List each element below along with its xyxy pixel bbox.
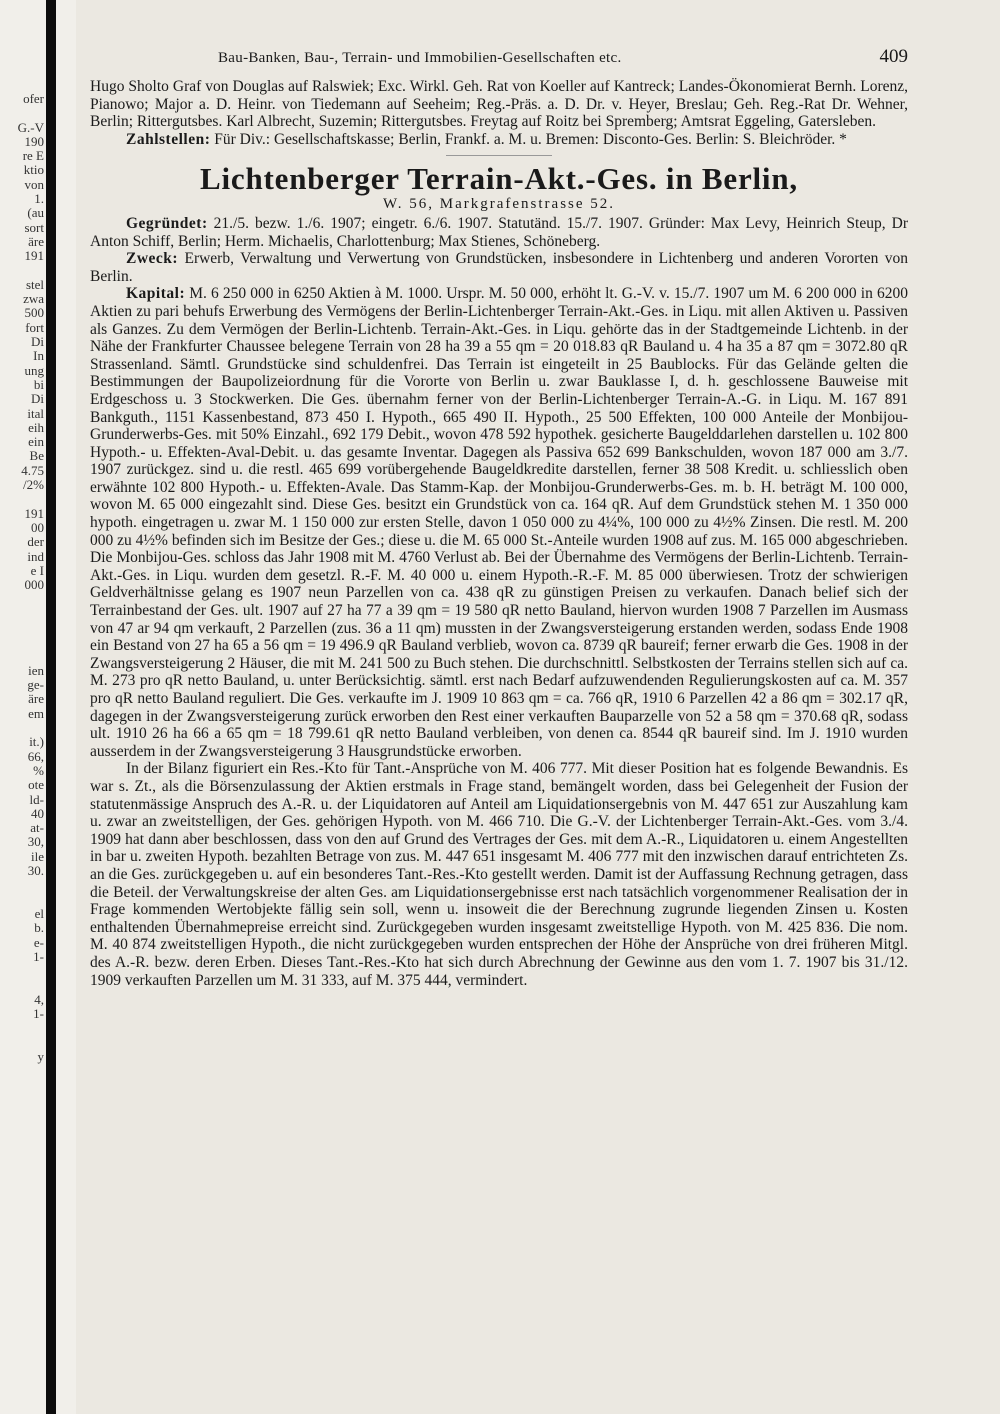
margin-fragment: von (24, 177, 44, 192)
margin-fragment (0, 264, 44, 278)
margin-fragment: ien (28, 663, 44, 678)
gegruendet-label: Gegründet: (126, 214, 208, 232)
margin-fragment: ung (24, 363, 44, 378)
margin-fragment: 1. (34, 192, 44, 207)
prev-entry-board-paragraph: Hugo Sholto Graf von Douglas auf Ralswiek; Exc. Wirkl. Geh. Rat von Koeller auf Kantreck; Landes-Ökonomierat Bernh. Lorenz, Pianowo; Major a. D. Heinr. von Tiedemann auf Seeheim; Reg.-Präs. a. D. Dr. v. Heyer, Breslau; Geh. Reg.-Rat Dr. Wehner, Berlin; Rittergutsbes. Karl Albrecht, Suzemin; Rittergutsbes. Freytag auf Roitz bei Spremberg; Amtsrat Eggeling, Gatersleben. (90, 78, 908, 131)
body-text (90, 78, 908, 989)
bilanz-paragraph: In der Bilanz figuriert ein Res.-Kto für Tant.-Ansprüche von M. 406 777. Mit dieser Position hat es folgende Bewandnis. Es war s. Zt., als die Börsenzulassung der Aktien erstmals in Frage stand, bemängelt worden, dass bei Gelegenheit der Fusion der statutenmässige Anspruch des A.-R. u. der Liquidatoren auf Anteil am Liquidationsergebnis von M. 447 651 zur Auszahlung kam u. zwar an zweitstelligen, der Ges. gehörigen Hypoth. von M. 466 710. Die G.-V. der Lichtenberger Terrain-Akt.-Ges. vom 3./4. 1909 hat dann aber beschlossen, dass von den auf Grund des Vertrages der Ges. mit dem A.-R., Liquidatoren u. einem Angestellten in bar u. zweiten Hypoth. bezahlten Betrage von zus. M. 447 651 insgesamt M. 406 777 mit den inzwischen darauf entrichteten Zs. an die Ges. zurückgegeben u. auf ein besonderes Tant.-Res.-Kto gestellt werden. Damit ist der Auffassung Rechnung getragen, dass die Beteil. der Verwaltungskreise der alten Ges. am Liquidationsergebnisse erst nach tatsächlich vorgenommener Realisation der in Frage kommenden Wertobjekte fällig sein soll, wenn u. insoweit die der Berechnung zugrunde liegenden Zinsen u. Kosten enthaltenden Übernahmepreise erreicht sind. Zurückgegeben wurden insgesamt zweitstellige Hypoth. von M. 425 836. Die nom. M. 40 874 zweitstelligen Hypoth., die nicht zurückgegeben wurden entsprechen der Höhe der Ansprüche von drei früheren Mitgl. des A.-R. bezw. deren Erben. Dieses Tant.-Res.-Kto hat sich durch Abrechnung der Gewinne aus den vom 1. 7. 1907 bis 31./12. 1909 verkauften Parzellen um M. 31 333, auf M. 375 444, vermindert. (90, 760, 908, 989)
kapital-paragraph (90, 285, 908, 760)
margin-fragment: % (33, 763, 44, 778)
margin-fragment: 66, (27, 749, 44, 764)
margin-fragment (0, 607, 44, 621)
margin-fragment: 191 (24, 506, 44, 521)
margin-fragment: 500 (24, 306, 44, 321)
margin-fragment: Di (31, 392, 44, 407)
margin-fragment: äre (28, 234, 44, 249)
margin-fragment: sort (24, 220, 44, 235)
margin-fragment: ofer (23, 92, 44, 106)
prev-entry-zahlstellen-paragraph (90, 131, 908, 149)
margin-fragment (0, 893, 44, 907)
margin-fragment: 30. (27, 864, 44, 879)
gegruendet-paragraph (90, 215, 908, 250)
zweck-label: Zweck: (126, 250, 179, 268)
margin-fragment: eih (28, 420, 44, 435)
zahlstellen-text: Für Div.: Gesellschaftskasse; Berlin, Frankf. a. M. u. Bremen: Disconto-Ges. Berlin: S. Bleichröder. * (210, 130, 847, 148)
margin-fragment: 000 (24, 578, 44, 593)
company-title: Lichtenberger Terrain-Akt.-Ges. in Berlin, (200, 161, 798, 197)
zweck-text: Erwerb, Verwaltung und Verwertung von Grundstücken, insbesondere in Lichtenberg und anderen Vororten von Berlin. (90, 250, 908, 285)
margin-fragment (0, 650, 44, 664)
margin-fragment: G.-V (17, 120, 44, 135)
gegruendet-text: 21./5. bezw. 1./6. 1907; eingetr. 6./6. 1907. Statutänd. 15./7. 1907. Gründer: Max Levy, Heinrich Steup, Dr Anton Schiff, Berlin; Herm. Michaelis, Charlottenburg; Max Stienes, Schöneberg. (90, 214, 908, 250)
margin-fragment: /2% (23, 478, 44, 493)
margin-fragment (0, 978, 44, 992)
kapital-text: M. 6 250 000 in 6250 Aktien à M. 1000. Urspr. M. 50 000, erhöht lt. G.-V. v. 15./7. 1907 um M. 6 200 000 in 6200 Aktien zu pari behufs Erwerbung des Vermögens der Berlin-Lichtenberger Terrain-Akt.-Ges. in Liqu. mit allen Aktiven u. Passiven als Ganzes. Zu dem Vermögen der Berlin-Lichtenb. Terrain-Akt.-Ges. in Liqu. gehörte das in der Stadtgemeinde Lichtenb. in der Nähe der Frankfurter Chaussee belegene Terrain von 28 ha 39 a 55 qm = 20 018.83 qR Bauland u. 4 ha 35 a 87 qm = 3072.80 qR Strassenland. Sämtl. Grundstücke sind schuldenfrei. Das Terrain ist eingeteilt in 25 Baublocks. Für das Gelände gelten die Bestimmungen der Baupolizeiordnung für die Vororte von Berlin u. zwar Bauklasse I, d. h. geschlossene Bauweise mit Erdgeschoss u. 3 Stockwerken. Die Ges. übernahm ferner von der Berlin-Lichtenberger Terrain-A.-G. in Liqu. M. 167 891 Bankguth., 1151 Kassenbestand, 873 450 I. Hypoth., 665 490 II. Hypoth., 25 500 Effekten, 100 000 Anteile der Monbijou-Grunderwerbs-Ges. mit 50% Einzahl., 692 179 Debit., wovon 478 592 hypothek. gesicherte Baugelddarlehen darstellen u. 102 800 Hypoth.- u. Effekten-Aval-Debit. u. das gesamte Inventar. Dagegen als Passiva 652 699 Bankschulden, wovon 187 000 am 3./7. 1907 zurückgez. sind u. die restl. 465 699 vorübergehende Baugeldkredite darstellen, ferner 38 508 Kredit. u. schliesslich oben erwähnte 102 800 Hypoth.- u. Effekten-Avale. Das Stamm-Kap. der Monbijou-Grunderwerbs-Ges. m. b. H. beträgt M. 100 000, wovon M. 65 000 eingezahlt sind. Diese Ges. besitzt ein Grundstück von ca. 164 qR. Auf dem Grundstück stehen M. 1 350 000 hypoth. eingetragen u. zwar M. 1 150 000 zur ersten Stelle, davon 1 050 000 zu 4¼%, 100 000 zu 4½% Zinsen. Die restl. M. 200 000 zu 4½% befinden sich im Besitze der Ges.; diese u. die M. 65 000 St.-Anteile wurden 1908 auf zus. M. 165 000 abgeschrieben. Die Monbijou-Ges. schloss das Jahr 1908 mit M. 4760 Verlust ab. Bei der Übernahme des Vermögens der Berlin-Lichtenb. Terrain-Akt.-Ges. in Liqu. wurden dem gesetzl. R.-F. M. 40 000 u. einem Hypoth.-R.-F. M. 85 000 überwiesen. Trotz der schwierigen Geldverhältnisse gelang es 1907 neun Parzellen von ca. 438 qR zu günstigen Preisen zu verkaufen. Danach belief sich der Terrainbestand der Ges. ult. 1907 auf 27 ha 77 a 39 qm = 19 580 qR netto Bauland, hiervon wurden 1908 7 Parzellen im Ausmass von 47 ar 94 qm verkauft, 2 Parzellen (zus. 36 a 11 qm) mussten in der Zwangsversteigerung erstanden werden, sodass Ende 1908 ein Bestand von 27 ha 65 a 56 qm = 19 496.9 qR Bauland verblieb, wovon ca. 8739 qR baureif; ferner erwarb die Ges. 1908 in der Zwangsversteigerung 2 Häuser, die mit M. 241 500 zu Buch stehen. Die durchschnittl. Selbstkosten der Terrains stellen sich auf ca. M. 273 pro qR netto Bauland, u. unter Berücksichtig. sämtl. erst nach Bedarf aufzuwendenden Regulierungskosten auf ca. M. 357 pro qR netto Bauland reguliert. Die Ges. verkaufte im J. 1909 10 863 qm = ca. 766 qR, 1910 6 Parzellen 42 a 86 qm = 302.17 qR, dagegen in der Zwangsversteigerung zurück erworben den Rest einer verkauften Bauparzelle von 52 a 58 qm = 370.68 qR, sodass ult. 1910 26 ha 66 a 65 qm = 18 799.61 qR netto Bauland verbleiben, von denen ca. 8544 qR baureif sind. Im J. 1910 wurden ausserdem in der Zwangsversteigerung 3 Hausgrundstücke erworben. (90, 285, 908, 760)
company-address: W. 56, Markgrafenstrasse 52. (382, 196, 616, 213)
margin-fragment: Be (29, 449, 44, 464)
running-title: Bau-Banken, Bau-, Terrain- und Immobilien-Gesellschaften etc. (218, 50, 622, 66)
margin-fragment: fort (25, 320, 44, 335)
margin-fragment (0, 721, 44, 735)
margin-fragment: b. (34, 921, 44, 936)
margin-fragment (0, 964, 44, 978)
margin-fragment: ital (27, 406, 44, 421)
margin-fragment (0, 492, 44, 506)
margin-fragment: it.) (29, 735, 44, 750)
kapital-label: Kapital: (126, 285, 186, 303)
margin-fragment: 4.75 (21, 463, 44, 478)
margin-fragment: em (28, 706, 44, 721)
margin-fragment: bi (33, 377, 44, 392)
margin-fragment: 1- (33, 1007, 44, 1021)
margin-fragment (0, 1021, 44, 1035)
running-head (90, 44, 908, 78)
margin-fragment: 1- (33, 949, 44, 964)
margin-fragment: der (27, 535, 44, 550)
margin-fragment: 190 (24, 134, 44, 149)
margin-fragment: e- (33, 935, 44, 950)
margin-fragment: 4, (34, 992, 44, 1007)
binding-gutter-shadow (46, 0, 56, 1414)
page-number: 409 (879, 46, 908, 67)
margin-fragment: ld- (29, 792, 44, 807)
margin-fragment: e I (30, 563, 44, 578)
margin-fragment: stel (25, 277, 44, 292)
margin-fragment: zwa (23, 292, 44, 307)
margin-fragment (0, 635, 44, 649)
margin-fragment: el (34, 906, 44, 921)
margin-fragment: ein (28, 435, 44, 450)
margin-fragment: y (37, 1049, 44, 1064)
margin-fragment: (au (27, 206, 44, 221)
margin-fragment (0, 1036, 44, 1050)
margin-fragment: äre (28, 692, 44, 707)
zahlstellen-label: Zahlstellen: (126, 130, 211, 148)
margin-fragment: ktio (23, 163, 44, 178)
margin-fragment: Di (31, 335, 44, 350)
margin-fragment: re E (22, 149, 44, 164)
margin-fragment (0, 592, 44, 606)
margin-fragment (0, 106, 44, 120)
adjacent-page-fragments (0, 92, 44, 1064)
margin-fragment: ile (31, 849, 44, 864)
margin-fragment: 40 (31, 806, 44, 821)
margin-fragment: ind (27, 549, 44, 564)
margin-fragment: 191 (24, 249, 44, 264)
margin-fragment: ote (28, 778, 44, 793)
margin-fragment: 00 (31, 520, 44, 535)
margin-fragment (0, 878, 44, 892)
page (90, 44, 908, 989)
margin-fragment: 30, (27, 835, 44, 850)
margin-fragment (0, 621, 44, 635)
margin-fragment: ge- (27, 678, 44, 693)
book-binding-margin (0, 0, 76, 1414)
margin-fragment: at- (30, 821, 44, 836)
margin-fragment: In (33, 349, 44, 364)
zweck-paragraph (90, 250, 908, 285)
section-divider (446, 155, 552, 156)
